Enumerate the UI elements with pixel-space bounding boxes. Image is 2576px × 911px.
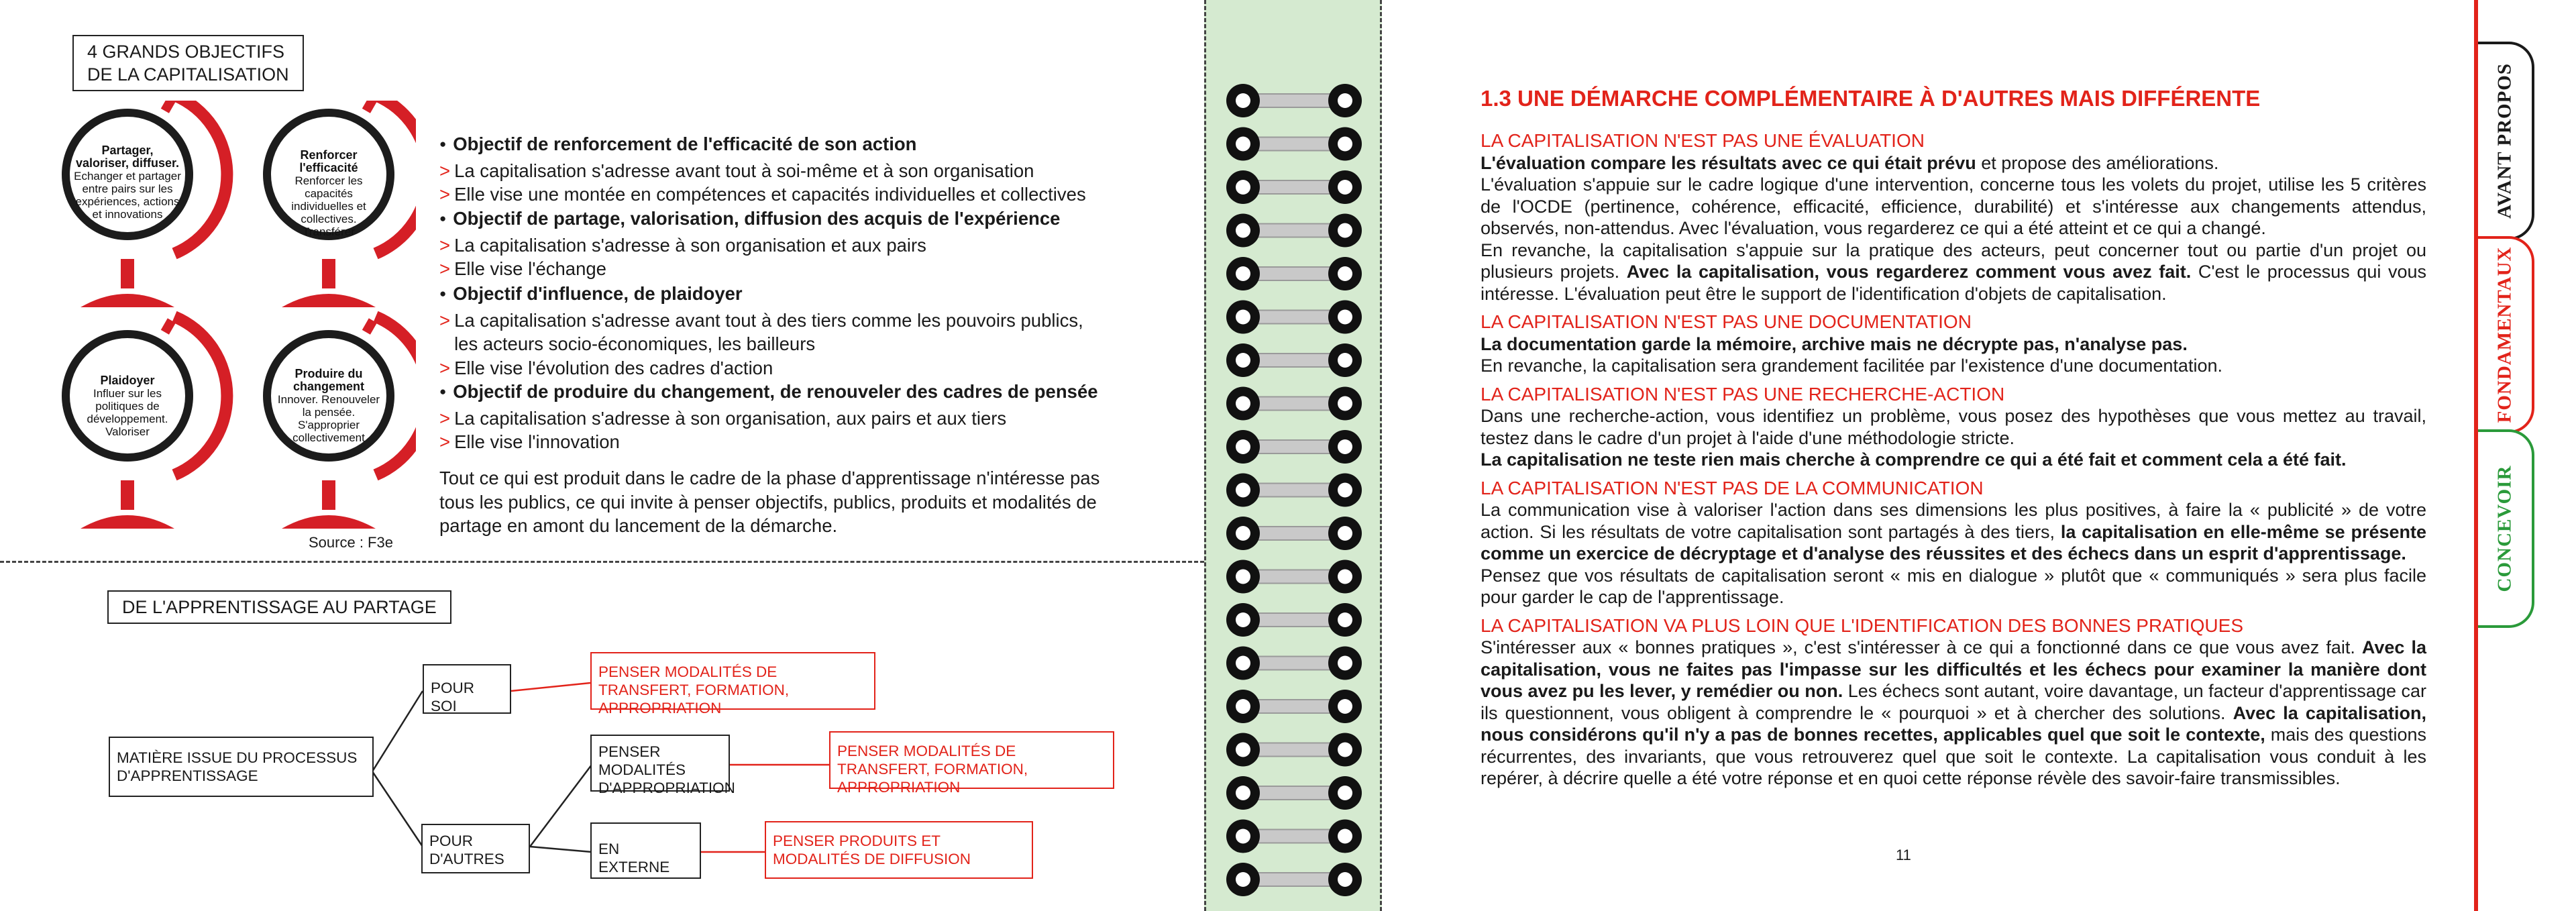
diagram-red-node-1: PENSER MODALITÉS DE TRANSFERT, FORMATION, APPROPRIATION [590, 652, 875, 710]
diagram-pour-autres-node: POUR D'AUTRES [421, 824, 530, 873]
objective-1: ● Objectif de renforcement de l'efficacité de son action > La capitalisation s'adresse avant tout à soi-même et à son organisation > Elle vise une montée en compétences et capacités individuelles et collectives [439, 132, 1086, 207]
s4-heading: LA CAPITALISATION N'EST PAS DE LA COMMUNICATION [1481, 477, 1984, 498]
spiral-ring [1226, 170, 1362, 204]
objectifs-title-line1: 4 GRANDS OBJECTIFS [87, 42, 285, 62]
objective-3-item-1: La capitalisation s'adresse avant tout à des tiers comme les pouvoirs publics, les acteurs socio-économiques, les bailleurs [454, 309, 1083, 354]
globe-2-title: Renforcer l'efficacité [299, 148, 358, 174]
objectifs-title-line2: DE LA CAPITALISATION [87, 64, 289, 85]
tab-avant-propos-label: AVANT PROPOS [2493, 63, 2516, 219]
objective-2-item-1: La capitalisation s'adresse à son organisation et aux pairs [454, 234, 926, 256]
section-title: 1.3 UNE DÉMARCHE COMPLÉMENTAIRE À D'AUTRES MAIS DIFFÉRENTE [1481, 86, 2261, 111]
s5-heading: LA CAPITALISATION VA PLUS LOIN QUE L'IDENTIFICATION DES BONNES PRATIQUES [1481, 614, 2244, 636]
spiral-ring [1226, 820, 1362, 853]
spiral-ring [1226, 560, 1362, 594]
s1-p3: En revanche, la capitalisation s'appuie sur la pratique des acteurs, peut concerner tout ou partie d'un projet ou plusieurs projets. Avec la capitalisation, vous regarderez comment vous avez fait. C'est le processus qui vous intéresse. L'évaluation peut être le support de l'identification d'objets de capitalisation. [1481, 239, 2426, 304]
s3-heading: LA CAPITALISATION N'EST PAS UNE RECHERCHE-ACTION [1481, 383, 2005, 405]
spiral-ring [1226, 127, 1362, 161]
spiral-ring [1226, 343, 1362, 377]
tab-concevoir-label: CONCEVOIR [2493, 465, 2516, 592]
s5-p1: S'intéresser aux « bonnes pratiques », c'est s'intéresser à ce qui a fonctionné dans ce que vous avez fait. Avec la capitalisation, vous ne faites pas l'impasse sur les difficultés et les échecs pour examiner la manière dont vous avez pu les lever, y remédier ou non. Les échecs sont autant, voire davantage, un facteur d'apprentissage car ils questionnent, vous obligent à comprendre le « pourquoi » et à chercher des solutions. Avec la capitalisation, nous considérons qu'il n'y a pas de bonnes recettes, applicables quel que soit le contexte, mais des questions récurrentes, des invariants, que vous retrouverez quel que soit le contexte. La capitalisation vous conduit à les repérer, à décrire quelle a été votre réponse et en quoi cette réponse révèle des savoir-faire transmissibles. [1481, 637, 2427, 788]
globe-4-title: Produire du changement [292, 367, 365, 393]
spiral-ring [1226, 690, 1362, 723]
spiral-ring [1226, 214, 1362, 248]
partage-title-box: DE L'APPRENTISSAGE AU PARTAGE [107, 590, 451, 624]
objective-3: ● Objectif d'influence, de plaidoyer > La capitalisation s'adresse avant tout à des tiers comme les pouvoirs publics, les acteurs socio-économiques, les bailleurs > Elle vise l'évolution des cadres d'action [439, 282, 1110, 380]
page-number: 11 [1896, 847, 1911, 863]
objective-3-item-2: Elle vise l'évolution des cadres d'action [454, 357, 773, 378]
spiral-ring [1226, 603, 1362, 637]
globe-1-title: Partager, valoriser, diffuser. [75, 144, 180, 170]
diagram-red-node-3: PENSER PRODUITS ET MODALITÉS DE DIFFUSION [765, 821, 1033, 879]
spiral-ring [1226, 733, 1362, 767]
objective-2-item-2: Elle vise l'échange [454, 258, 606, 279]
spiral-ring [1226, 863, 1362, 896]
section-body [1481, 123, 2426, 790]
globe-3-text: Influer sur les politiques de développement. Valoriser [87, 387, 168, 438]
objective-4: ● Objectif de produire du changement, de renouveler des cadres de pensée > La capitalisation s'adresse à son organisation, aux pairs et aux tiers > Elle vise l'innovation [439, 380, 1098, 454]
s3-p2: La capitalisation ne teste rien mais cherche à comprendre ce qui a été fait et comment cela a été fait. [1481, 449, 2347, 470]
objective-1-item-2: Elle vise une montée en compétences et capacités individuelles et collectives [454, 184, 1086, 205]
tab-avant-propos[interactable] [2478, 42, 2534, 240]
s4-p1: La communication vise à valoriser l'action dans ses dimensions les plus positives, à faire la « publicité » de votre action. Si les résultats de votre capitalisation sont partagés à des tiers, la capitalisation en elle-même se présente comme un exercice de décryptage et d'analyse des réussites et des échecs dans un esprit d'apprentissage. [1481, 500, 2426, 564]
s1-p1: L'évaluation compare les résultats avec ce qui était prévu et propose des améliorations. [1481, 152, 2219, 173]
diagram-en-externe-node: EN EXTERNE [590, 822, 701, 879]
s4-p2: Pensez que vos résultats de capitalisation seront « mis en dialogue » plutôt que « communiqués » sera plus facile pour garder le cap de l'apprentissage. [1481, 565, 2426, 607]
spiral-ring [1226, 474, 1362, 507]
spiral-ring [1226, 647, 1362, 680]
spiral-ring [1226, 387, 1362, 421]
diagram-red-node-2: PENSER MODALITÉS DE TRANSFERT, FORMATION, APPROPRIATION [829, 731, 1114, 789]
s3-p1: Dans une recherche-action, vous identifiez un problème, vous posez des hypothèses que vous mettez au travail, testez dans le cadre d'un projet à l'aide d'une méthodologie stricte. [1481, 406, 2426, 448]
objective-1-item-1: La capitalisation s'adresse avant tout à soi-même et à son organisation [454, 160, 1034, 181]
s2-p2: En revanche, la capitalisation sera grandement facilitée par l'existence d'une documentation. [1481, 356, 2222, 376]
spiral-ring [1226, 257, 1362, 290]
objective-1-heading: ● Objectif de renforcement de l'efficacité de son action [439, 132, 1086, 159]
spiral-ring [1226, 517, 1362, 550]
objective-2: ● Objectif de partage, valorisation, diffusion des acquis de l'expérience > La capitalisation s'adresse à son organisation et aux pairs > Elle vise l'échange [439, 207, 1060, 281]
objective-3-heading: ● Objectif d'influence, de plaidoyer [439, 282, 1110, 309]
s2-p1: La documentation garde la mémoire, archive mais ne décrypte pas, n'analyse pas. [1481, 333, 2188, 354]
objective-2-heading: ● Objectif de partage, valorisation, diffusion des acquis de l'expérience [439, 207, 1060, 233]
tab-fondamentaux-label: FONDAMENTAUX [2493, 246, 2516, 423]
objective-4-item-1: La capitalisation s'adresse à son organisation, aux pairs et aux tiers [454, 407, 1007, 429]
globe-1-text: Echanger et partager entre pairs sur les expériences, actions et innovations [74, 170, 181, 221]
globe-4-text: Innover. Renouveler la pensée. S'approprier collectivement [277, 393, 380, 444]
s1-p2: L'évaluation s'appuie sur le cadre logique d'une intervention, concerne tous les volets du projet, utilise les 5 critères de l'OCDE (pertinence, cohérence, efficacité, efficience, durabilité) et s'intéresse aux changements attendus, observés, non-attendus. Avec l'évaluation, vous regarderez ce qui a été atteint et ce qui a changé. [1481, 174, 2426, 238]
diagram-appropriation-node: PENSER MODALITÉS D'APPROPRIATION [590, 735, 730, 792]
spiral-ring [1226, 84, 1362, 117]
spiral-ring [1226, 430, 1362, 464]
tab-concevoir[interactable] [2478, 429, 2534, 628]
s1-heading: LA CAPITALISATION N'EST PAS UNE ÉVALUATION [1481, 130, 1925, 151]
diagram-root-node: MATIÈRE ISSUE DU PROCESSUS D'APPRENTISSAGE [109, 737, 374, 797]
spiral-ring [1226, 776, 1362, 810]
globe-2-text: Renforcer les capacités individuelles et collectives. Transférer [291, 174, 366, 238]
apprentissage-paragraph: Tout ce qui est produit dans le cadre de la phase d'apprentissage n'intéresse pas tous les publics, ce qui invite à penser objectifs, publics, produits et modalités de partage en amont du lancement de la démarche. [439, 468, 1100, 536]
spiral-ring [1226, 301, 1362, 334]
spiral-rings [1204, 0, 1382, 911]
s2-heading: LA CAPITALISATION N'EST PAS UNE DOCUMENTATION [1481, 311, 1972, 332]
globe-3-title: Plaidoyer [100, 374, 155, 387]
diagram-pour-soi-node: POUR SOI [423, 664, 511, 714]
tab-fondamentaux[interactable] [2478, 236, 2534, 433]
objective-4-item-2: Elle vise l'innovation [454, 431, 620, 452]
source-credit: Source : F3e [309, 534, 393, 551]
objective-4-heading: ● Objectif de produire du changement, de renouveler des cadres de pensée [439, 380, 1098, 407]
